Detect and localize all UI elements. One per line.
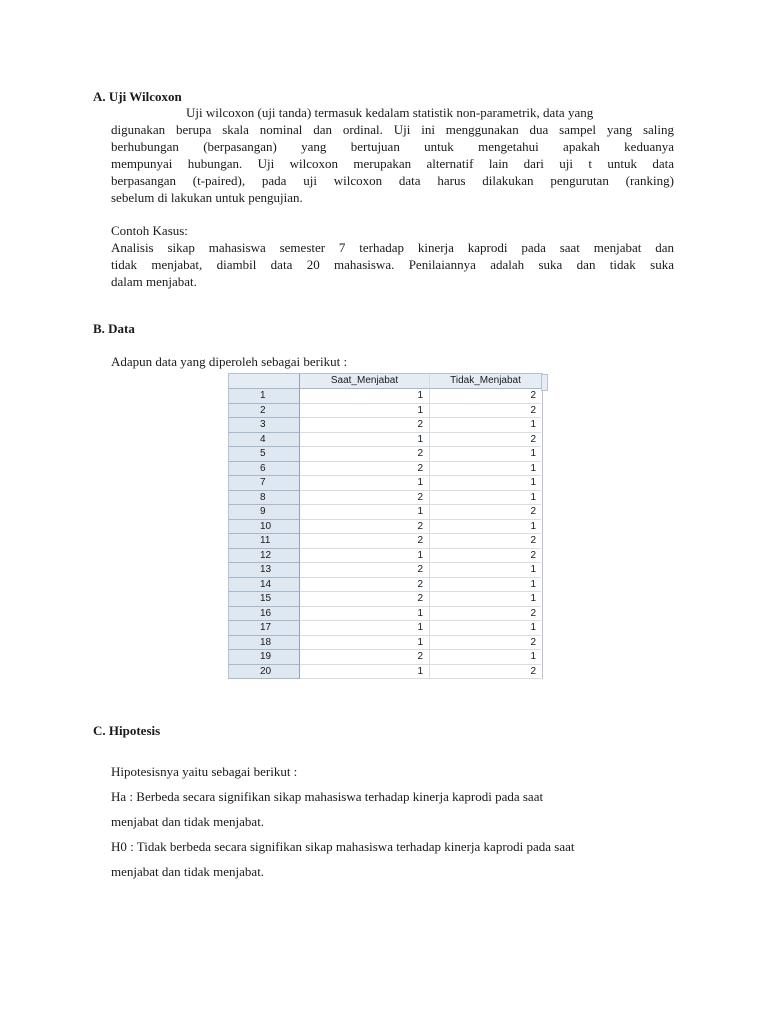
cell-saat-menjabat[interactable]: 1 <box>300 549 430 564</box>
row-number: 5 <box>228 447 300 462</box>
table-scrollbar <box>541 374 548 391</box>
row-number: 9 <box>228 505 300 520</box>
row-number: 11 <box>228 534 300 549</box>
cell-tidak-menjabat[interactable]: 2 <box>430 665 541 680</box>
hypothesis-intro: Hipotesisnya yaitu sebagai berikut : <box>111 764 298 779</box>
case-line-3: dalam menjabat. <box>111 274 197 289</box>
para-line-6: sebelum di lakukan untuk pengujian. <box>111 190 303 205</box>
table-row <box>228 418 542 433</box>
case-paragraph <box>111 239 674 290</box>
cell-saat-menjabat[interactable]: 2 <box>300 592 430 607</box>
section-b-heading: B. Data <box>93 321 135 336</box>
hypothesis-ha-line-2: menjabat dan tidak menjabat. <box>111 814 265 829</box>
row-number: 10 <box>228 520 300 535</box>
row-number: 4 <box>228 433 300 448</box>
table-row <box>228 520 542 535</box>
table-row <box>228 549 542 564</box>
cell-saat-menjabat[interactable]: 1 <box>300 389 430 404</box>
cell-tidak-menjabat[interactable]: 1 <box>430 621 541 636</box>
cell-tidak-menjabat[interactable]: 1 <box>430 491 541 506</box>
cell-tidak-menjabat[interactable]: 1 <box>430 520 541 535</box>
table-header-corner <box>228 374 300 389</box>
cell-saat-menjabat[interactable]: 2 <box>300 534 430 549</box>
table-row <box>228 404 542 419</box>
cell-tidak-menjabat[interactable]: 2 <box>430 534 541 549</box>
data-intro: Adapun data yang diperoleh sebagai berikut : <box>111 354 348 369</box>
cell-saat-menjabat[interactable]: 2 <box>300 650 430 665</box>
table-row <box>228 433 542 448</box>
cell-saat-menjabat[interactable]: 2 <box>300 520 430 535</box>
table-row <box>228 534 542 549</box>
cell-tidak-menjabat[interactable]: 1 <box>430 418 541 433</box>
table-header-saat-menjabat: Saat_Menjabat <box>300 374 430 389</box>
data-table <box>228 373 543 679</box>
cell-saat-menjabat[interactable]: 1 <box>300 665 430 680</box>
cell-saat-menjabat[interactable]: 2 <box>300 462 430 477</box>
row-number: 12 <box>228 549 300 564</box>
row-number: 1 <box>228 389 300 404</box>
cell-saat-menjabat[interactable]: 2 <box>300 447 430 462</box>
table-body <box>228 389 542 679</box>
row-number: 13 <box>228 563 300 578</box>
section-a-paragraph <box>111 104 674 206</box>
table-row <box>228 607 542 622</box>
cell-tidak-menjabat[interactable]: 2 <box>430 389 541 404</box>
cell-tidak-menjabat[interactable]: 1 <box>430 476 541 491</box>
hypothesis-h0-line-2: menjabat dan tidak menjabat. <box>111 864 265 879</box>
row-number: 6 <box>228 462 300 477</box>
cell-saat-menjabat[interactable]: 1 <box>300 636 430 651</box>
cell-tidak-menjabat[interactable]: 2 <box>430 636 541 651</box>
cell-tidak-menjabat[interactable]: 2 <box>430 607 541 622</box>
cell-saat-menjabat[interactable]: 1 <box>300 621 430 636</box>
cell-tidak-menjabat[interactable]: 1 <box>430 563 541 578</box>
table-row <box>228 447 542 462</box>
para-line-3: berhubungan (berpasangan) yang bertujuan untuk mengetahui apakah keduanya <box>111 139 674 154</box>
cell-tidak-menjabat[interactable]: 2 <box>430 549 541 564</box>
table-row <box>228 462 542 477</box>
row-number: 8 <box>228 491 300 506</box>
cell-tidak-menjabat[interactable]: 2 <box>430 433 541 448</box>
para-line-4: mempunyai hubungan. Uji wilcoxon merupakan alternatif lain dari uji t untuk data <box>111 156 674 171</box>
case-line-2: tidak menjabat, diambil data 20 mahasiswa. Penilaiannya adalah suka dan tidak suka <box>111 257 674 272</box>
table-row <box>228 505 542 520</box>
section-c-heading: C. Hipotesis <box>93 723 161 738</box>
cell-saat-menjabat[interactable]: 1 <box>300 505 430 520</box>
row-number: 17 <box>228 621 300 636</box>
cell-saat-menjabat[interactable]: 1 <box>300 433 430 448</box>
table-header-row <box>228 374 542 389</box>
row-number: 16 <box>228 607 300 622</box>
case-line-1: Analisis sikap mahasiswa semester 7 terhadap kinerja kaprodi pada saat menjabat dan <box>111 240 674 255</box>
hypothesis-ha-line-1: Ha : Berbeda secara signifikan sikap mahasiswa terhadap kinerja kaprodi pada saat <box>111 789 544 804</box>
cell-tidak-menjabat[interactable]: 1 <box>430 447 541 462</box>
cell-tidak-menjabat[interactable]: 1 <box>430 462 541 477</box>
row-number: 14 <box>228 578 300 593</box>
cell-saat-menjabat[interactable]: 2 <box>300 563 430 578</box>
hypothesis-h0-line-1: H0 : Tidak berbeda secara signifikan sikap mahasiswa terhadap kinerja kaprodi pada saat <box>111 839 575 854</box>
cell-saat-menjabat[interactable]: 1 <box>300 607 430 622</box>
table-row <box>228 563 542 578</box>
cell-saat-menjabat[interactable]: 2 <box>300 418 430 433</box>
table-row <box>228 389 542 404</box>
row-number: 15 <box>228 592 300 607</box>
cell-tidak-menjabat[interactable]: 1 <box>430 578 541 593</box>
cell-saat-menjabat[interactable]: 2 <box>300 491 430 506</box>
table-row <box>228 650 542 665</box>
case-label: Contoh Kasus: <box>111 223 188 238</box>
row-number: 18 <box>228 636 300 651</box>
cell-saat-menjabat[interactable]: 1 <box>300 404 430 419</box>
cell-tidak-menjabat[interactable]: 1 <box>430 592 541 607</box>
table-header-tidak-menjabat: Tidak_Menjabat <box>430 374 541 389</box>
row-number: 2 <box>228 404 300 419</box>
table-row <box>228 665 542 680</box>
table-row <box>228 491 542 506</box>
para-line-2: digunakan berupa skala nominal dan ordinal. Uji ini menggunakan dua sampel yang saling <box>111 122 674 137</box>
cell-tidak-menjabat[interactable]: 1 <box>430 650 541 665</box>
row-number: 19 <box>228 650 300 665</box>
table-row <box>228 621 542 636</box>
para-line-1: Uji wilcoxon (uji tanda) termasuk kedalam statistik non-parametrik, data yang <box>186 105 594 120</box>
para-line-5: berpasangan (t-paired), pada uji wilcoxon data harus dilakukan pengurutan (ranking) <box>111 173 674 188</box>
section-a-heading: A. Uji Wilcoxon <box>93 89 182 104</box>
row-number: 3 <box>228 418 300 433</box>
table-row <box>228 592 542 607</box>
cell-tidak-menjabat[interactable]: 2 <box>430 404 541 419</box>
cell-saat-menjabat[interactable]: 1 <box>300 476 430 491</box>
row-number: 7 <box>228 476 300 491</box>
table-row <box>228 636 542 651</box>
row-number: 20 <box>228 665 300 680</box>
cell-tidak-menjabat[interactable]: 2 <box>430 505 541 520</box>
table-row <box>228 476 542 491</box>
table-row <box>228 578 542 593</box>
cell-saat-menjabat[interactable]: 2 <box>300 578 430 593</box>
